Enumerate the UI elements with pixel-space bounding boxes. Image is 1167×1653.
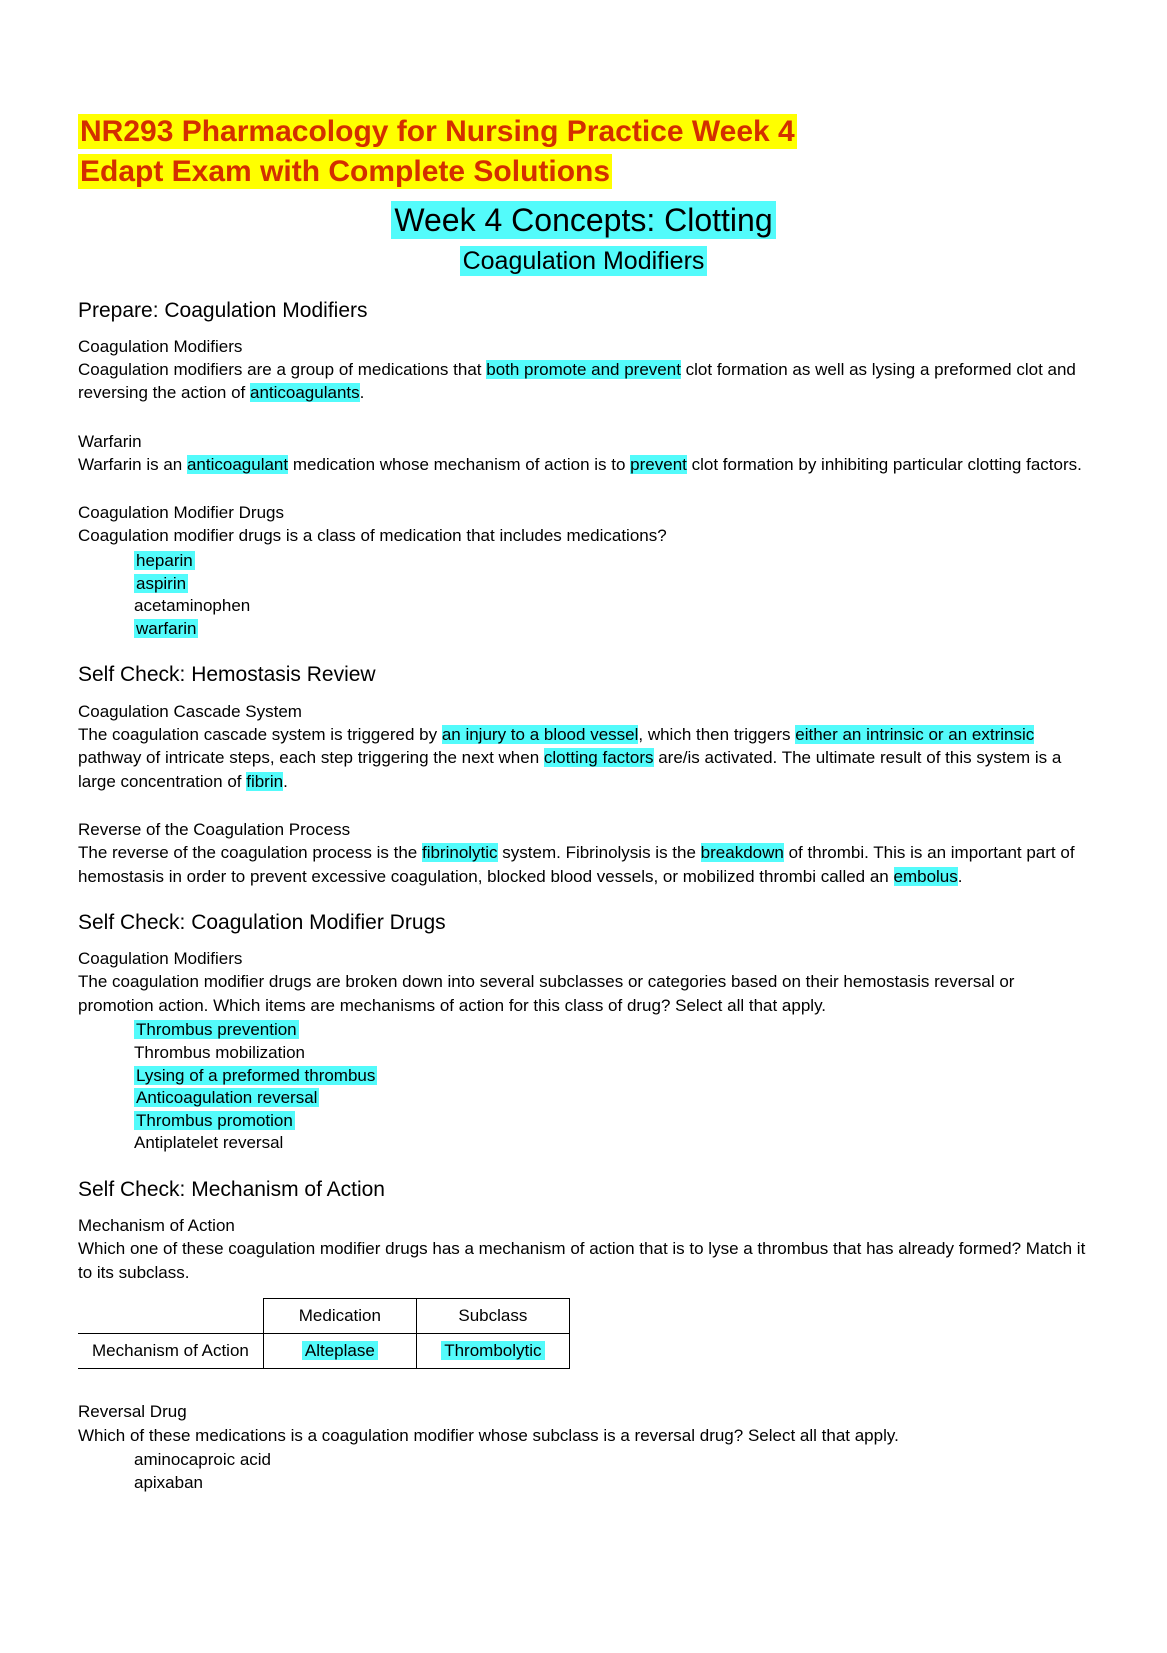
heading-week-concepts-text: Week 4 Concepts: Clotting (391, 201, 775, 239)
answer-option-label: Anticoagulation reversal (136, 1088, 318, 1108)
highlighted-text: either an intrinsic or an extrinsic (795, 724, 1035, 744)
answer-option-list (78, 1449, 1089, 1494)
answer-option-label: acetaminophen (134, 596, 251, 616)
answer-option-label: Thrombus prevention (136, 1020, 297, 1040)
block-paragraph (78, 970, 1089, 1017)
block-subheading: Mechanism of Action (78, 1216, 235, 1236)
block-paragraph (78, 1237, 1089, 1284)
highlighted-text: an injury to a blood vessel (441, 724, 639, 744)
answer-option-list (78, 550, 1089, 640)
answer-option[interactable] (134, 1449, 1089, 1472)
answer-option[interactable] (134, 1065, 1089, 1088)
highlighted-text: breakdown (700, 843, 784, 863)
answer-option[interactable] (134, 618, 1089, 641)
text-run: pathway of intricate steps, each step triggering the next when (78, 748, 544, 768)
block-subheading: Coagulation Modifiers (78, 949, 243, 969)
block-paragraph (78, 524, 1089, 547)
heading-coagulation-modifiers-text: Coagulation Modifiers (460, 246, 708, 276)
answer-option[interactable] (134, 1472, 1089, 1495)
matching-table (78, 1298, 570, 1369)
section-heading: Prepare: Coagulation Modifiers (78, 298, 368, 322)
text-run: . (283, 771, 288, 791)
text-run: are/is activated. The ultimate result of this system is a large concentration of (78, 748, 1062, 791)
answer-option-label: Lysing of a preformed thrombus (136, 1065, 376, 1085)
table-row (78, 1334, 569, 1369)
answer-option-label: Thrombus promotion (136, 1110, 293, 1130)
block-subheading: Warfarin (78, 431, 142, 451)
text-run: medication whose mechanism of action is to (288, 454, 631, 474)
highlighted-text: fibrinolytic (421, 843, 498, 863)
block-subheading: Reversal Drug (78, 1402, 187, 1422)
section-heading: Self Check: Coagulation Modifier Drugs (78, 911, 446, 935)
answer-option[interactable] (134, 1110, 1089, 1133)
answer-option-label: heparin (136, 550, 193, 570)
block-paragraph (78, 723, 1089, 793)
table-corner-cell (78, 1299, 263, 1334)
table-cell-medication: Alteplase (263, 1334, 416, 1369)
table-header-subclass: Subclass (416, 1299, 569, 1334)
block-paragraph (78, 841, 1089, 888)
text-run: clot formation as well as lysing a preformed clot and reversing the action of (78, 359, 1076, 403)
block-subheading: Coagulation Modifiers (78, 336, 243, 356)
highlighted-text: prevent (630, 454, 687, 474)
document-title-line2: Edapt Exam with Complete Solutions (80, 154, 611, 188)
section-heading: Self Check: Hemostasis Review (78, 663, 376, 687)
block-subheading: Reverse of the Coagulation Process (78, 820, 351, 840)
document-title-line1: NR293 Pharmacology for Nursing Practice Week 4 (80, 115, 795, 148)
text-run: Coagulation modifier drugs is a class of medication that includes medications? (78, 526, 667, 546)
table-cell-subclass: Thrombolytic (416, 1334, 569, 1369)
answer-option-list (78, 1019, 1089, 1155)
table-row-label: Mechanism of Action (78, 1334, 263, 1369)
answer-option-label: aspirin (136, 573, 187, 593)
text-run: Which one of these coagulation modifier drugs has a mechanism of action that is to lyse a thrombus that has already formed? Match it to its subclass. (78, 1239, 1086, 1282)
text-run: clot formation by inhibiting particular clotting factors. (686, 454, 1082, 474)
text-run: The coagulation modifier drugs are broken down into several subclasses or categories based on their hemostasis reversal or promotion action. Which items are mechanisms of action for this class of drug? Select all that apply. (78, 972, 1015, 1015)
highlighted-text: both promote and prevent (486, 359, 681, 379)
answer-option-label: Antiplatelet reversal (134, 1133, 284, 1153)
document-title (78, 112, 1089, 191)
text-run: of thrombi. This is an important part of hemostasis in order to prevent excessive coagulation, blocked blood vessels, or mobilized thrombi called an (78, 843, 1075, 886)
heading-week-concepts (78, 201, 1089, 239)
text-run: The reverse of the coagulation process is the (78, 843, 422, 863)
text-run: . (957, 866, 963, 886)
answer-option[interactable] (134, 1019, 1089, 1042)
answer-option-label: Thrombus mobilization (134, 1042, 306, 1062)
text-run: , which then triggers (638, 724, 796, 744)
table-row (78, 1299, 569, 1334)
block-paragraph (78, 358, 1089, 405)
heading-coagulation-modifiers (78, 246, 1089, 276)
answer-option[interactable] (134, 1042, 1089, 1065)
section-heading: Self Check: Mechanism of Action (78, 1177, 385, 1201)
block-subheading: Coagulation Modifier Drugs (78, 503, 284, 523)
block-paragraph (78, 453, 1089, 476)
answer-option[interactable] (134, 1132, 1089, 1155)
highlighted-text: fibrin (246, 771, 284, 791)
block-subheading: Coagulation Cascade System (78, 701, 302, 721)
answer-option[interactable] (134, 1087, 1089, 1110)
answer-option-label: aminocaproic acid (134, 1449, 272, 1469)
answer-option-label: apixaban (134, 1472, 204, 1492)
answer-option-label: warfarin (136, 618, 197, 638)
block-paragraph: Which of these medications is a coagulation modifier whose subclass is a reversal drug? Select all that apply. (78, 1425, 899, 1445)
table-header-medication: Medication (263, 1299, 416, 1334)
text-run: Warfarin is an (78, 454, 187, 474)
answer-option[interactable] (134, 595, 1089, 618)
text-run: Coagulation modifiers are a group of medications that (78, 359, 487, 379)
highlighted-text: clotting factors (543, 748, 654, 768)
text-run: system. Fibrinolysis is the (497, 843, 701, 863)
text-run: The coagulation cascade system is triggered by (78, 724, 442, 744)
highlighted-text: embolus (893, 866, 958, 886)
highlighted-text: anticoagulants (249, 383, 360, 403)
answer-option[interactable] (134, 550, 1089, 573)
highlighted-text: anticoagulant (186, 454, 289, 474)
answer-option[interactable] (134, 573, 1089, 596)
text-run: . (359, 383, 365, 403)
